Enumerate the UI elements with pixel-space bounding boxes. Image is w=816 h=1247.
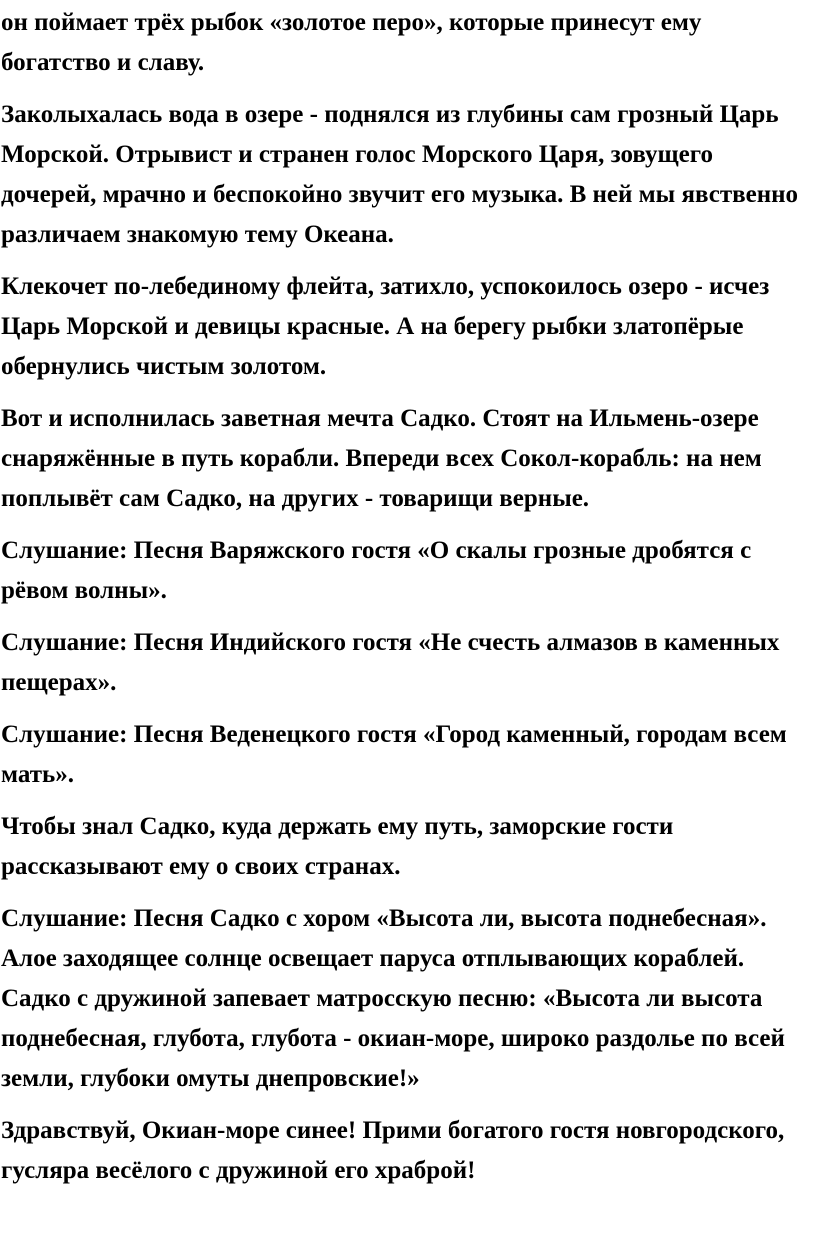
- paragraph: Вот и исполнилась заветная мечта Садко. Стоят на Ильмень-озере снаряжённые в путь корабли. Впереди всех Сокол-корабль: на нем поплывёт сам Садко, на других - товарищи верные.: [1, 405, 762, 512]
- paragraph: Слушание: Песня Веденецкого гостя «Город каменный, городам всем мать».: [1, 721, 787, 788]
- paragraph: он поймает трёх рыбок «золотое перо», которые принесут ему богатство и славу.: [1, 9, 702, 76]
- paragraph: Клекочет по-лебединому флейта, затихло, успокоилось озеро - исчез Царь Морской и девицы красные. А на берегу рыбки златопёрые обернулись чистым золотом.: [1, 273, 770, 380]
- paragraph: Слушание: Песня Садко с хором «Высота ли, высота поднебесная». Алое заходящее солнце освещает паруса отплывающих кораблей. Садко с дружиной запевает матросскую песню: «Высота ли высота поднебесная, глубота, глубота - окиан-море, широко раздолье по всей земли, глубоки омуты днепровские!»: [1, 905, 785, 1092]
- paragraph: Чтобы знал Садко, куда держать ему путь, заморские гости рассказывают ему о своих странах.: [1, 813, 674, 880]
- paragraph: Здравствуй, Окиан-море синее! Прими богатого гостя новгородского, гусляра весёлого с дружиной его храброй!: [1, 1117, 785, 1184]
- paragraph: Слушание: Песня Варяжского гостя «О скалы грозные дробятся с рёвом волны».: [1, 537, 752, 604]
- paragraph: Заколыхалась вода в озере - поднялся из глубины сам грозный Царь Морской. Отрывист и странен голос Морского Царя, зовущего дочерей, мрачно и беспокойно звучит его музыка. В ней мы явственно различаем знакомую тему Океана.: [1, 101, 799, 248]
- paragraph: Слушание: Песня Индийского гостя «Не счесть алмазов в каменных пещерах».: [1, 629, 780, 696]
